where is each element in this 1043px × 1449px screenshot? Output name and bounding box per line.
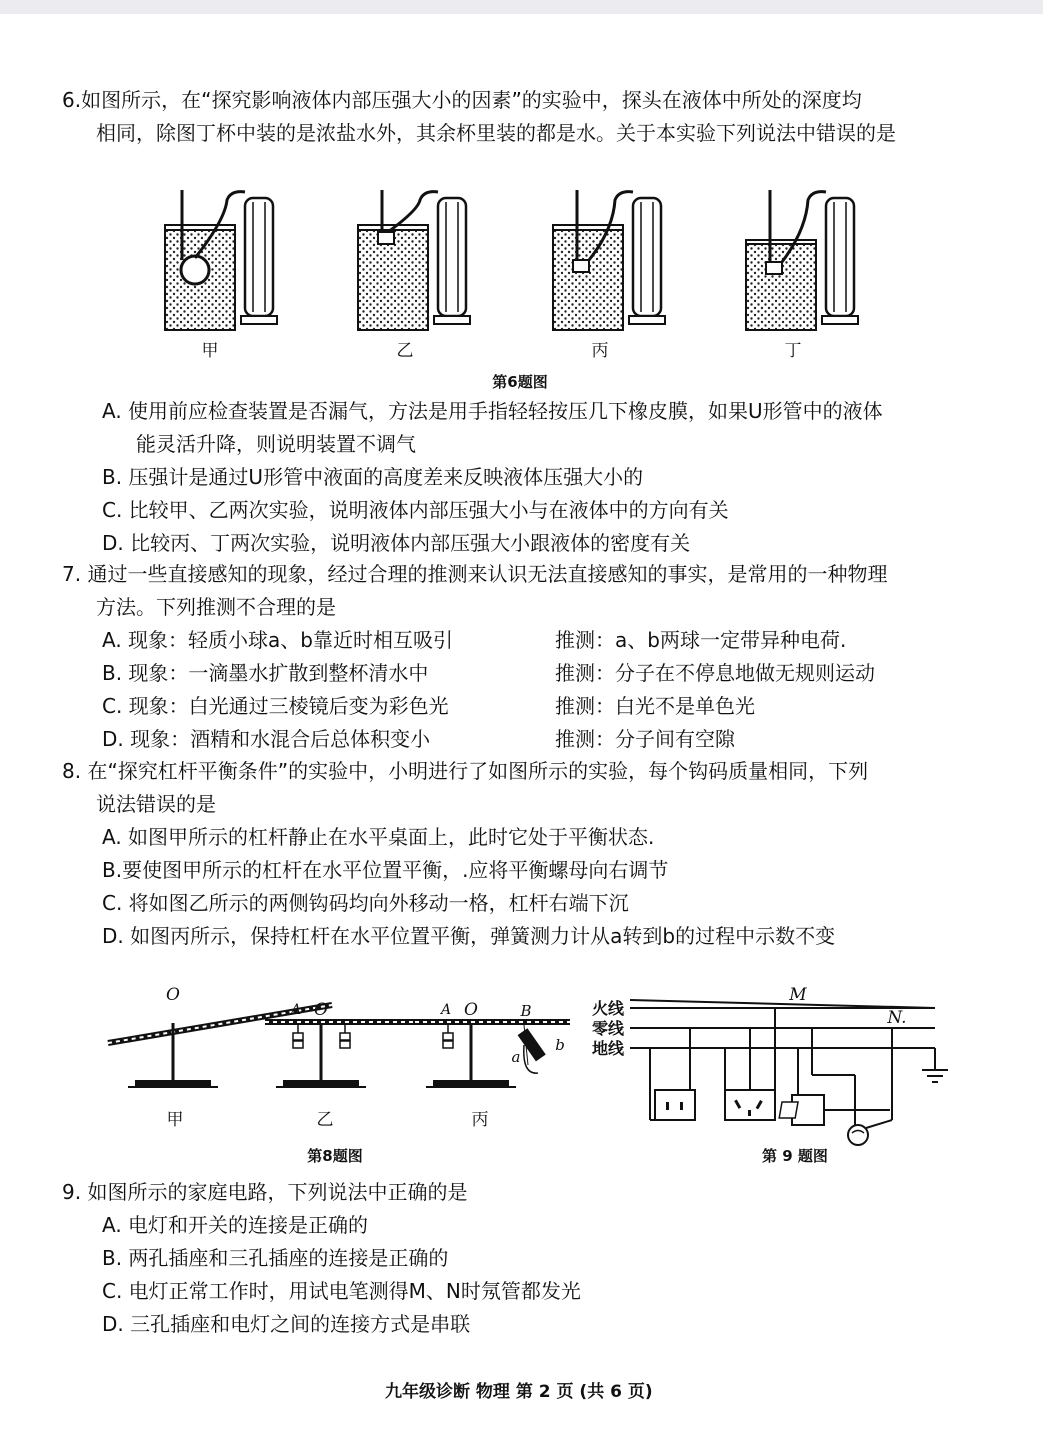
q6-caption: 第6题图: [492, 373, 548, 391]
q8-stem-line2: 说法错误的是: [96, 792, 216, 816]
q8-option-a: A. 如图甲所示的杠杆静止在水平桌面上，此时它处于平衡状态.: [102, 825, 655, 849]
q6-label-ding: 丁: [784, 341, 802, 361]
q8-label-o-yi: O: [314, 1000, 328, 1020]
q8-option-d: D. 如图丙所示，保持杠杆在水平位置平衡，弹簧测力计从a转到b的过程中示数不变: [102, 924, 836, 948]
q7-stem-line2: 方法。下列推测不合理的是: [96, 595, 336, 619]
q8-label-o-jia: O: [166, 985, 180, 1005]
q6-option-c: C. 比较甲、乙两次实验，说明液体内部压强大小与在液体中的方向有关: [102, 498, 729, 522]
q8-label-jia: 甲: [166, 1110, 184, 1130]
q9-point-n: N.: [887, 1008, 907, 1028]
q6-figure: [150, 180, 870, 340]
q8-option-c: C. 将如图乙所示的两侧钩码均向外移动一格，杠杆右端下沉: [102, 891, 629, 915]
top-edge: [0, 0, 1043, 14]
q7-b-inference: 推测：分子在不停息地做无规则运动: [555, 661, 875, 685]
q8-label-spring-b: b: [555, 1036, 565, 1054]
q8-stem-line1: 8. 在“探究杠杆平衡条件”的实验中，小明进行了如图所示的实验，每个钩码质量相同，下列: [62, 759, 869, 783]
q9-option-a: A. 电灯和开关的连接是正确的: [102, 1213, 369, 1237]
q6-label-jia: 甲: [201, 341, 219, 361]
q7-c-inference: 推测：白光不是单色光: [555, 694, 755, 718]
q6-label-bing: 丙: [591, 341, 609, 361]
q6-stem-line1: 6.如图所示，在“探究影响液体内部压强大小的因素”的实验中，探头在液体中所处的深度均: [62, 88, 862, 112]
q6-option-d: D. 比较丙、丁两次实验，说明液体内部压强大小跟液体的密度有关: [102, 531, 691, 555]
q6-option-a-line2: 能灵活升降，则说明装置不调气: [136, 432, 416, 456]
q7-d-inference: 推测：分子间有空隙: [555, 727, 735, 751]
q6-label-yi: 乙: [396, 341, 414, 361]
q7-d-phenomenon: D. 现象：酒精和水混合后总体积变小: [102, 727, 431, 751]
q7-a-inference: 推测：a、b两球一定带异种电荷.: [555, 628, 847, 652]
q8-label-o-bing: O: [464, 1000, 478, 1020]
q7-b-phenomenon: B. 现象：一滴墨水扩散到整杯清水中: [102, 661, 429, 685]
q8-label-bing: 丙: [471, 1110, 489, 1130]
q6-stem-line2: 相同，除图丁杯中装的是浓盐水外，其余杯里装的都是水。关于本实验下列说法中错误的是: [96, 121, 896, 145]
q9-option-b: B. 两孔插座和三孔插座的连接是正确的: [102, 1246, 449, 1270]
q9-point-m: M: [789, 985, 807, 1005]
q9-circuit: [630, 1000, 950, 1150]
q9-caption: 第 9 题图: [762, 1147, 828, 1165]
q8-caption: 第8题图: [307, 1147, 363, 1165]
q9-wire-neutral-label: 零线: [591, 1019, 624, 1038]
q8-option-b: B.要使图甲所示的杠杆在水平位置平衡，.应将平衡螺母向右调节: [102, 858, 669, 882]
q9-wire-live-label: 火线: [591, 999, 624, 1018]
q8-label-yi: 乙: [316, 1110, 334, 1130]
q8-label-a-bing: A: [440, 1002, 452, 1018]
q8-label-spring-a: a: [511, 1048, 521, 1066]
q9-stem: 9. 如图所示的家庭电路，下列说法中正确的是: [62, 1180, 468, 1204]
q6-option-b: B. 压强计是通过U形管中液面的高度差来反映液体压强大小的: [102, 465, 644, 489]
q9-wire-ground-label: 地线: [591, 1039, 624, 1058]
q6-option-a-line1: A. 使用前应检查装置是否漏气，方法是用手指轻轻按压几下橡皮膜，如果U形管中的液体: [102, 399, 883, 423]
page-footer: 九年级诊断 物理 第 2 页 (共 6 页): [385, 1382, 653, 1402]
q8-label-a-yi: A: [290, 1002, 302, 1018]
q7-a-phenomenon: A. 现象：轻质小球a、b靠近时相互吸引: [102, 628, 453, 652]
q9-option-d: D. 三孔插座和电灯之间的连接方式是串联: [102, 1312, 471, 1336]
q7-c-phenomenon: C. 现象：白光通过三棱镜后变为彩色光: [102, 694, 449, 718]
q9-option-c: C. 电灯正常工作时，用试电笔测得M、N时氖管都发光: [102, 1279, 581, 1303]
q7-stem-line1: 7. 通过一些直接感知的现象，经过合理的推测来认识无法直接感知的事实，是常用的一种物理: [62, 562, 888, 586]
q8-label-b-bing: B: [520, 1002, 532, 1020]
